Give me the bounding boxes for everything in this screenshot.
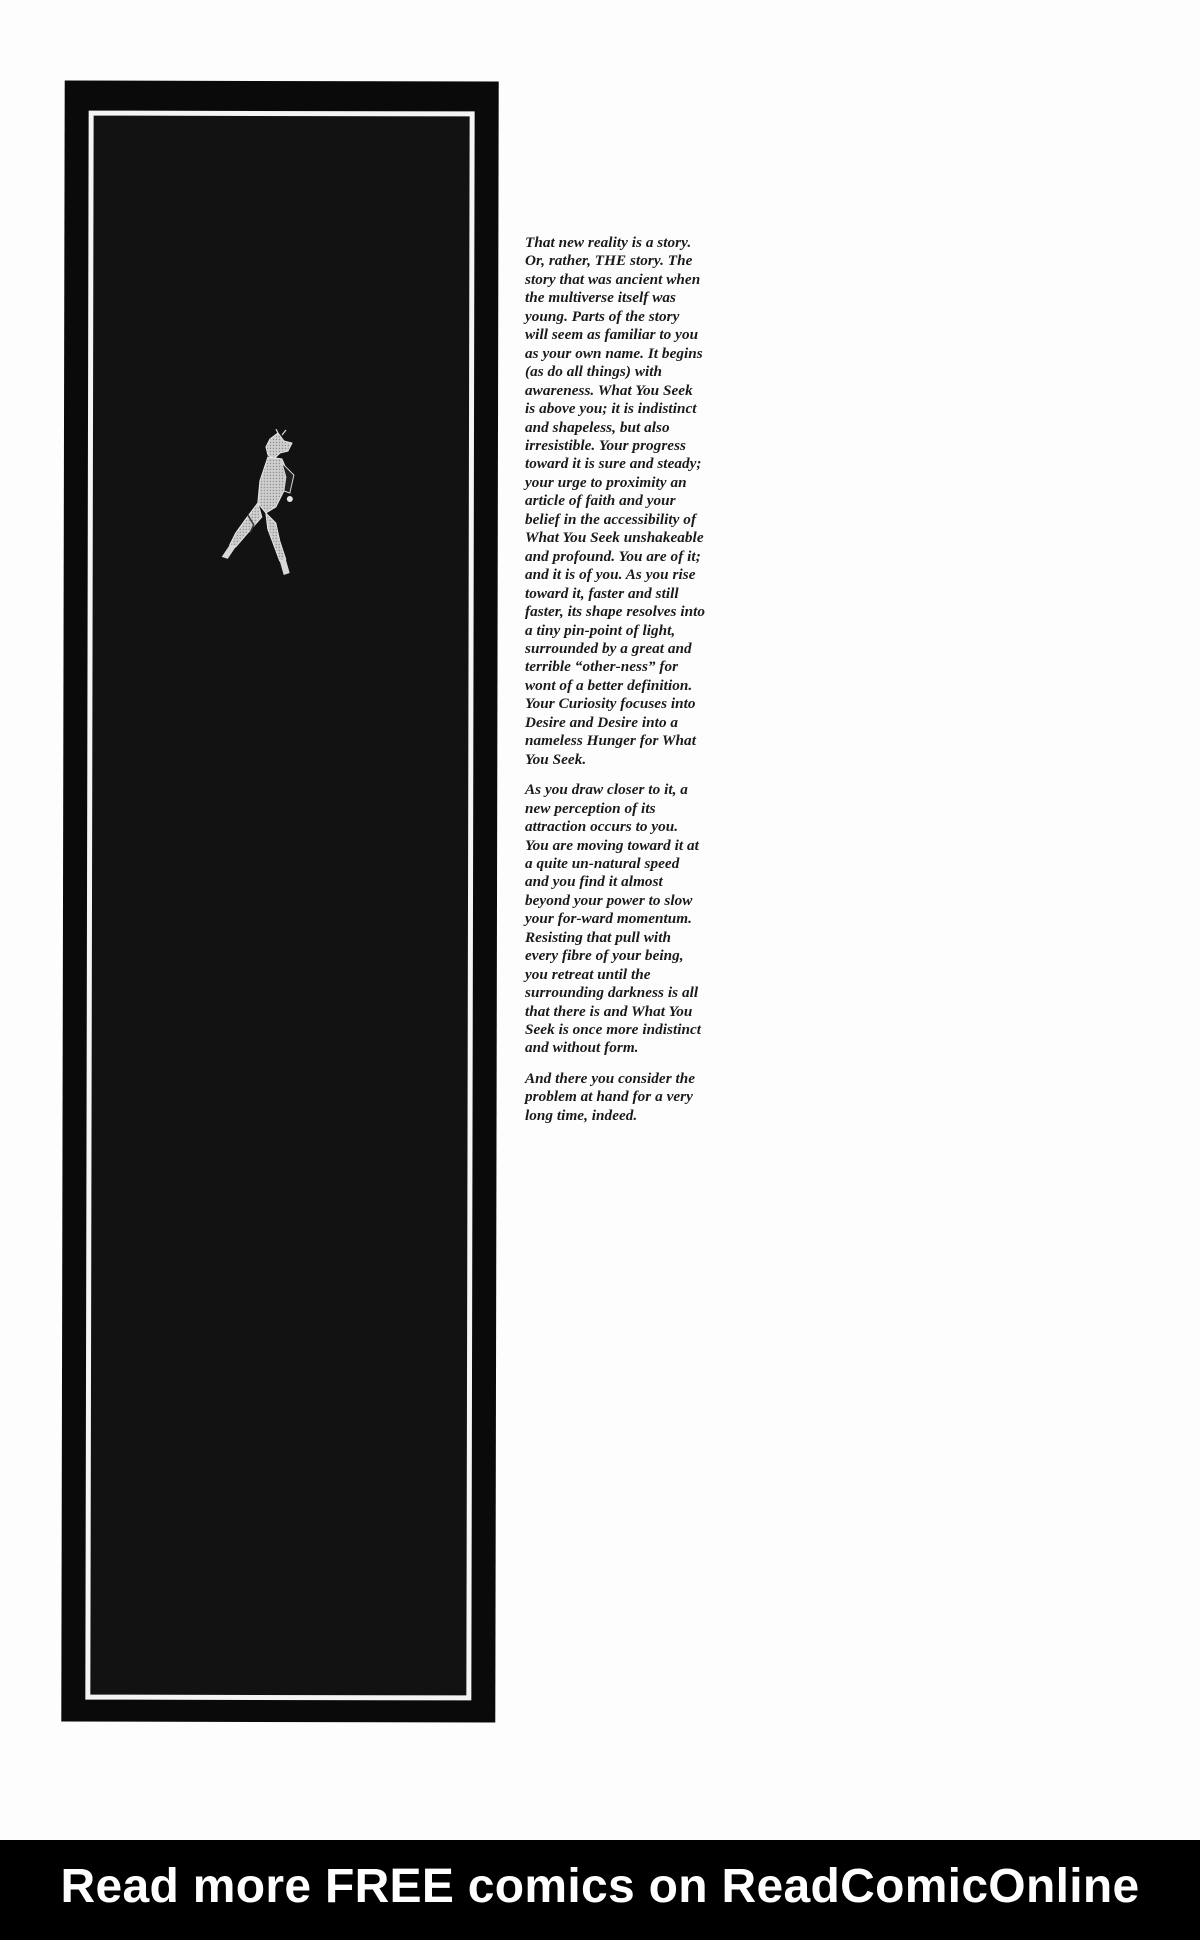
panel-white-frame [85,111,474,1701]
story-text-column [525,234,705,1137]
floating-figure-illustration [218,429,323,579]
story-paragraph-3: And there you consider the problem at hand for a very long time, indeed. [525,1069,696,1124]
story-paragraph-1: That new reality is a story. Or, rather, THE story. The story that was ancient when the multiverse itself was young. Parts of the story will seem as familiar to you as your own name. It begins (as do all things) with awareness. What You Seek is above you; it is indistinct and shapeless, but also irresistible. Your progress toward it is sure and steady; your urge to proximity an article of faith and your belief in the accessibility of What You Seek unshakeable and profound. You are of it; and it is of you. As you rise toward it, faster and still faster, its shape resolves into a tiny pin-point of light, surrounded by a great and terrible “other-ness” for wont of a better definition. Your Curiosity focuses into Desire and Desire into a nameless Hunger for What You Seek. [525,234,706,768]
footer-banner-text[interactable]: Read more FREE comics on ReadComicOnline [60,1859,1140,1913]
story-paragraph-2: As you draw closer to it, a new perception of its attraction occurs to you. You are moving toward it at a quite un-natural speed and you find it almost beyond your power to slow your for-ward momentum. Resisting that pull with every fibre of your being, you retreat until the surrounding darkness is all that there is and What You Seek is once more indistinct and without form. [525,781,702,1057]
black-panel [61,81,498,1723]
footer-banner[interactable] [0,1840,1200,1940]
